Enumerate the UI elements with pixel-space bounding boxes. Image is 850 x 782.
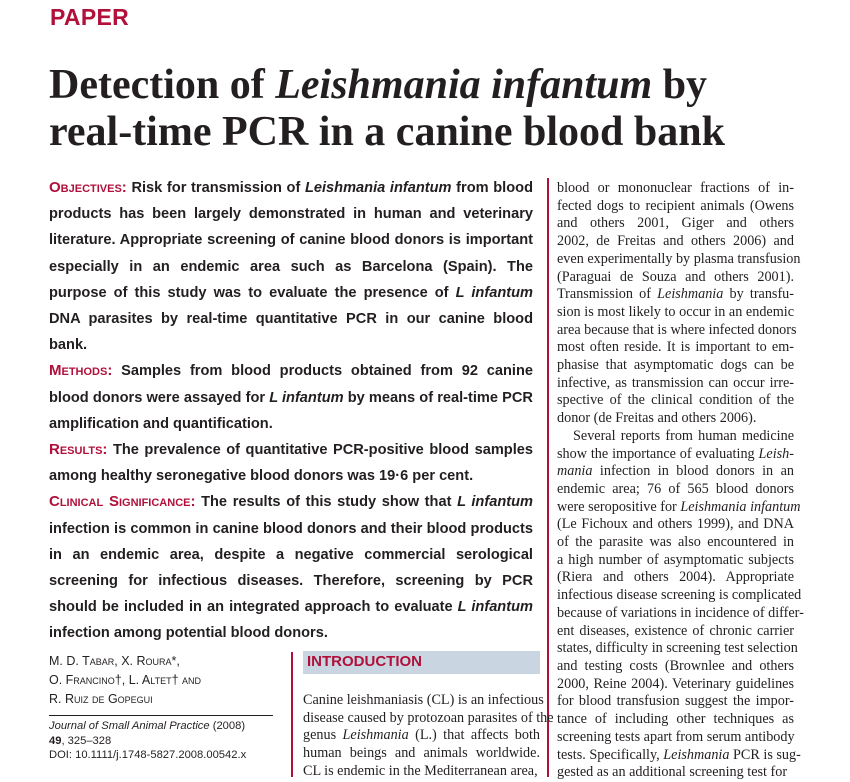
text-line	[557, 498, 801, 517]
line-text: show the importance of evaluating	[557, 445, 759, 462]
citation-volume-line	[49, 734, 246, 749]
line-text: human beings and animals worldwide.	[303, 745, 540, 762]
line-text: donor (de Freitas and others 2006).	[557, 410, 757, 427]
line-text: Canine leishmaniasis (CL) is an infectious	[303, 692, 544, 708]
abstract-results	[49, 437, 533, 489]
line-text: Transmission of	[557, 286, 658, 303]
italic-term: Leishmania	[342, 727, 409, 744]
author-line: M. D. Tabar, X. Roura*,	[49, 654, 180, 668]
species-name: L infantum	[269, 389, 344, 406]
author-line: O. Francino†, L. Altet† and	[49, 673, 202, 687]
italic-term: Leishmania	[663, 746, 730, 763]
introduction-body	[303, 692, 554, 781]
italic-term: Leish-	[758, 445, 794, 462]
line-text: disease caused by protozoan parasites of the	[303, 709, 554, 726]
text-line	[557, 250, 801, 269]
text-line	[557, 180, 794, 198]
line-text: even experimentally by plasma transfusion	[557, 250, 801, 267]
right-column-body	[557, 180, 804, 782]
title-text: Detection of	[49, 62, 276, 108]
line-text: tance of including other techniques as	[557, 711, 794, 728]
text-line	[557, 198, 794, 216]
line-text: were seropositive for	[557, 498, 681, 515]
line-text: states, difficulty in screening test selection	[557, 640, 798, 657]
line-text: phasise that asymptomatic dogs can be	[557, 357, 794, 374]
text-line	[557, 623, 794, 641]
text-line	[557, 534, 794, 552]
line-text: 2002, de Freitas and others 2006) and	[557, 233, 794, 250]
text-line	[557, 286, 794, 304]
article-title	[49, 62, 839, 156]
abstract	[49, 175, 533, 647]
title-species: Leishmania infantum	[275, 62, 653, 108]
line-text: (L.) that affects both	[408, 727, 540, 744]
text-line	[557, 552, 794, 570]
citation-divider	[49, 715, 273, 716]
line-text: Several reports from human medicine	[573, 427, 794, 444]
clinical-significance-heading: Clinical Significance:	[49, 493, 196, 511]
line-text: blood or mononuclear fractions of in-	[557, 180, 794, 196]
line-text: (Riera and others 2004). Appropriate	[557, 569, 794, 586]
column-divider-right	[547, 178, 549, 777]
line-text: (Le Fichoux and others 1999), and DNA	[557, 516, 794, 533]
journal-name: Journal of Small Animal Practice	[49, 720, 210, 732]
abstract-methods	[49, 358, 533, 437]
italic-term: mania	[557, 463, 593, 480]
text-line	[557, 569, 794, 587]
text-line	[303, 763, 540, 781]
text-line	[557, 375, 794, 393]
italic-term: Leishmania infantum	[680, 498, 801, 515]
text-line	[557, 676, 794, 694]
abstract-clinical-significance	[49, 489, 533, 646]
abstract-text: infection is common in canine blood donors and their blood products in an endemic area, despite a negative commercial serological screening for infectious diseases. Therefore, screening by PCR should be included in an integrated approach to evaluate	[49, 520, 533, 616]
publication-year: (2008)	[209, 720, 246, 732]
text-line	[557, 233, 794, 251]
text-line	[557, 357, 794, 375]
line-text: fected dogs to recipient animals (Owens	[557, 197, 794, 214]
author-line: R. Ruiz de Gopegui	[49, 692, 153, 706]
abstract-text: Samples from blood products obtained from 92 canine blood donors were assayed for	[49, 363, 533, 406]
author-list	[49, 652, 201, 709]
line-text: because of variations in incidence of differ-	[557, 604, 804, 621]
text-line	[557, 764, 794, 782]
species-name: Leishmania infantum	[304, 180, 452, 196]
text-line	[557, 446, 794, 464]
page-range: , 325–328	[61, 734, 112, 747]
doi-link[interactable]: DOI: 10.1111/j.1748-5827.2008.00542.x	[49, 749, 247, 761]
text-line	[557, 516, 794, 534]
objectives-heading: Objectives:	[49, 179, 127, 196]
text-line	[557, 463, 794, 481]
introduction-heading-bar	[303, 651, 540, 674]
line-text: screening tests apart from serum antibody	[557, 728, 795, 745]
line-text: sion is most likely to occur in an endemic	[557, 303, 794, 320]
line-text: area because that is where infected donors	[557, 321, 797, 338]
title-line-1	[49, 62, 839, 109]
line-text: infective, as transmission can occur irre-	[557, 374, 794, 391]
line-text: and testing costs (Brownlee and others	[557, 657, 794, 674]
volume-number: 49	[49, 734, 62, 747]
text-line	[557, 640, 798, 658]
species-name: L infantum	[457, 494, 533, 511]
text-line	[557, 269, 794, 287]
line-text: tests. Specifically,	[557, 746, 664, 763]
text-line	[557, 304, 794, 322]
text-line	[557, 711, 794, 729]
line-text: for blood transfusion suggest the impor-	[557, 693, 794, 710]
citation	[49, 719, 246, 763]
text-line	[557, 428, 794, 446]
abstract-text: DNA parasites by real-time quantitative PCR in our canine blood bank.	[49, 311, 533, 354]
methods-heading: Methods:	[49, 362, 113, 380]
abstract-text: The prevalence of quantitative PCR-positive blood samples among healthy seronegative blood donors was 19·6 per cent.	[49, 442, 533, 485]
line-text: most often reside. It is important to em-	[557, 339, 794, 356]
section-label: PAPER	[50, 4, 130, 30]
column-divider-left	[291, 652, 293, 777]
title-text: by	[652, 62, 708, 108]
line-text: spective of the clinical condition of the	[557, 392, 794, 409]
line-text: endemic area; 76 of 565 blood donors	[557, 480, 794, 497]
text-line	[303, 709, 554, 728]
line-text: by transfu-	[723, 286, 794, 303]
abstract-text: Risk for transmission of	[126, 180, 305, 196]
line-text: gested as an additional screening test for	[557, 764, 788, 781]
text-line	[557, 215, 794, 233]
abstract-text: infection among potential blood donors.	[49, 625, 328, 642]
abstract-text: by means of real-time PCR amplification and quantification.	[49, 389, 533, 432]
line-text: and others 2001, Giger and others	[557, 215, 794, 232]
text-line	[557, 321, 797, 340]
text-line	[303, 745, 540, 763]
abstract-text: The results of this study show that	[195, 494, 458, 511]
text-line	[557, 604, 804, 623]
line-text: infectious disease screening is complicated	[557, 587, 802, 604]
species-name: L infantum	[457, 599, 533, 616]
text-line	[557, 339, 794, 357]
text-line	[557, 587, 802, 605]
line-text: infection in blood donors in an	[592, 463, 794, 480]
line-text: (Paraguai de Souza and others 2001).	[557, 268, 794, 285]
introduction-heading: INTRODUCTION	[307, 653, 422, 670]
line-text: PCR is sug-	[729, 746, 801, 763]
line-text: ent diseases, existence of chronic carrier	[557, 622, 794, 639]
text-line	[557, 481, 794, 499]
line-text: genus	[303, 727, 343, 744]
line-text: of the parasite was also encountered in	[557, 534, 794, 551]
abstract-objectives	[49, 175, 533, 358]
text-line	[557, 693, 794, 711]
title-line-2: real-time PCR in a canine blood bank	[49, 109, 725, 155]
text-line	[557, 392, 794, 410]
text-line	[303, 727, 540, 745]
abstract-text: from blood products has been largely demonstrated in human and veterinary literature. Appropriate screening of canine blood donors is important especially in an endemic area such as Barcelona (Spain). The purpose of this study was to evaluate the presence of	[49, 180, 533, 301]
line-text: CL is endemic in the Mediterranean area,	[303, 762, 538, 779]
text-line	[557, 729, 794, 747]
line-text: 2000, Reine 2004). Veterinary guidelines	[557, 675, 794, 692]
italic-term: Leishmania	[657, 286, 724, 303]
text-line	[557, 658, 794, 676]
text-line	[303, 692, 544, 710]
line-text: a high number of asymptomatic subjects	[557, 551, 794, 568]
text-line	[557, 746, 801, 765]
results-heading: Results:	[49, 441, 108, 459]
text-line	[557, 410, 794, 428]
species-name: L infantum	[455, 284, 533, 301]
citation-journal-line	[49, 719, 246, 734]
